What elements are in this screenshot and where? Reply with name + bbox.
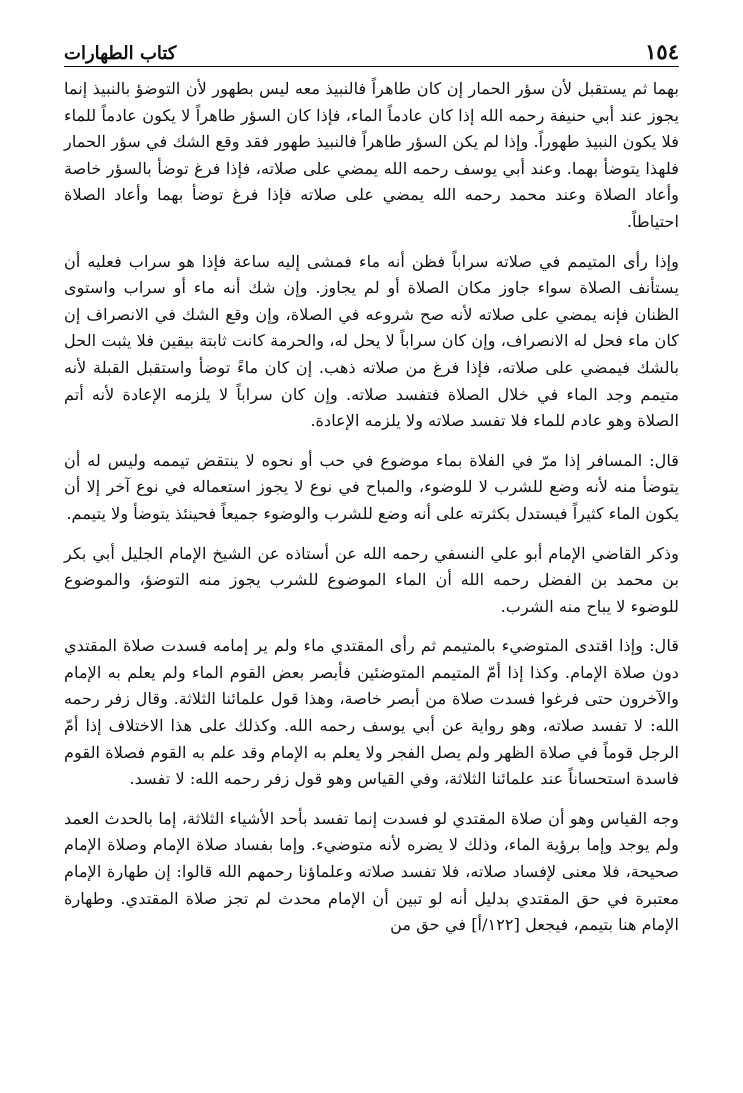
page-header <box>64 30 679 64</box>
paragraph-1: بهما ثم يستقبل لأن سؤر الحمار إن كان طاهراً فالنبيذ معه ليس بطهور لأن التوضؤ بالنبيذ إنما يجوز عند أبي حنيفة رحمه الله إذا كان عادماً الماء، فإذا كان السؤر طاهراً لا يكون عادماً للماء فلا يكون النبيذ طهوراً. وإذا لم يكن السؤر طاهراً فالنبيذ طهور فقد وقع الشك في سؤر الحمار فلهذا يتوضأ بهما. وعند أبي يوسف رحمه الله يمضي على صلاته، فإذا فرغ توضأ بالسؤر خاصة وأعاد الصلاة وعند محمد رحمه الله يمضي على صلاته فإذا فرغ توضأ بهما وأعاد الصلاة احتياطاً. <box>64 79 679 231</box>
page-number: ١٥٤ <box>645 39 679 64</box>
header-divider <box>64 66 679 67</box>
page-body <box>64 76 679 939</box>
paragraph-4: وذكر القاضي الإمام أبو علي النسفي رحمه الله عن أستاذه عن الشيخ الإمام الجليل أبي بكر بن محمد بن الفضل رحمه الله أن الماء الموضوع للشرب يجوز منه التوضؤ، والموضوع للوضوء لا يباح منه الشرب. <box>64 543 679 616</box>
book-title: كتاب الطهارات <box>64 43 177 64</box>
paragraph-6: وجه القياس وهو أن صلاة المقتدي لو فسدت إنما تفسد بأحد الأشياء الثلاثة، إما بالحدث العمد ولم يوجد وإما برؤية الماء، وذلك لا يضره لأنه متوضيء. وإما بفساد صلاة الإمام وصلاة الإمام صحيحة، فلا معنى لإفساد صلاته، فلا تفسد صلاته وعلماؤنا رحمهم الله قالوا: إن طهارة الإمام معتبرة في حق المقتدي بدليل أنه لو تبين أن الإمام محدث لم تجز صلاة المقتدي. وطهارة الإمام هنا بتيمم، فيجعل [١٢٢/أ] في حق من <box>64 808 679 935</box>
paragraph-2: وإذا رأى المتيمم في صلاته سراباً فظن أنه ماء فمشى إليه ساعة فإذا هو سراب فعليه أن يستأنف الصلاة سواء جاوز مكان الصلاة أو لم يجاوز. وإن شك أنه ماء أو سراب واستوى الظنان فإنه يمضي على صلاته لأنه صح شروعه في الصلاة، وإن وقع الشك في الانصراف إن كان ماء فحل له الانصراف، وإن كان سراباً لا يحل له، والحرمة كانت ثابتة بيقين فلا يثبت الحل بالشك فيمضي على صلاته، فإذا فرغ من صلاته ذهب. إن كان ماءً توضأ واستقبل القبلة لأنه متيمم وجد الماء في خلال الصلاة فتفسد صلاته. وإن كان سراباً لا يلزمه الإعادة لأنه أتم الصلاة وهو عادم للماء فلا تفسد صلاته ولا يلزمه الإعادة. <box>64 251 679 431</box>
paragraph-3: قال: المسافر إذا مرّ في الفلاة بماء موضوع في حب أو نحوه لا ينتقض تيممه وليس له أن يتوضأ منه لأنه وضع للشرب لا للوضوء، والمباح في نوع لا يجوز استعماله في نوع آخر إلا أن يكون الماء كثيراً فيستدل بكثرته على أنه وضع للشرب والوضوء جميعاً فحينئذ يتوضأ ولا يتيمم. <box>64 450 679 523</box>
paragraph-5: قال: وإذا اقتدى المتوضيء بالمتيمم ثم رأى المقتدي ماء ولم ير إمامه فسدت صلاة المقتدي دون صلاة الإمام. وكذا إذا أمّ المتيمم المتوضئين فأبصر بعض القوم الماء ولم يعلم به الإمام والآخرون حتى فرغوا فسدت صلاة من أبصر خاصة، وهذا قول علمائنا الثلاثة. وقال زفر رحمه الله: لا تفسد صلاته، وهو رواية عن أبي يوسف رحمه الله. وكذلك على هذا الاختلاف إذا أمّ الرجل قوماً في صلاة الظهر ولم يصل الفجر ولا يعلم به الإمام وقد علم به القوم فصلاة القوم فاسدة استحساناً عند علمائنا الثلاثة، وفي القياس وهو قول زفر رحمه الله: لا تفسد. <box>64 636 679 789</box>
